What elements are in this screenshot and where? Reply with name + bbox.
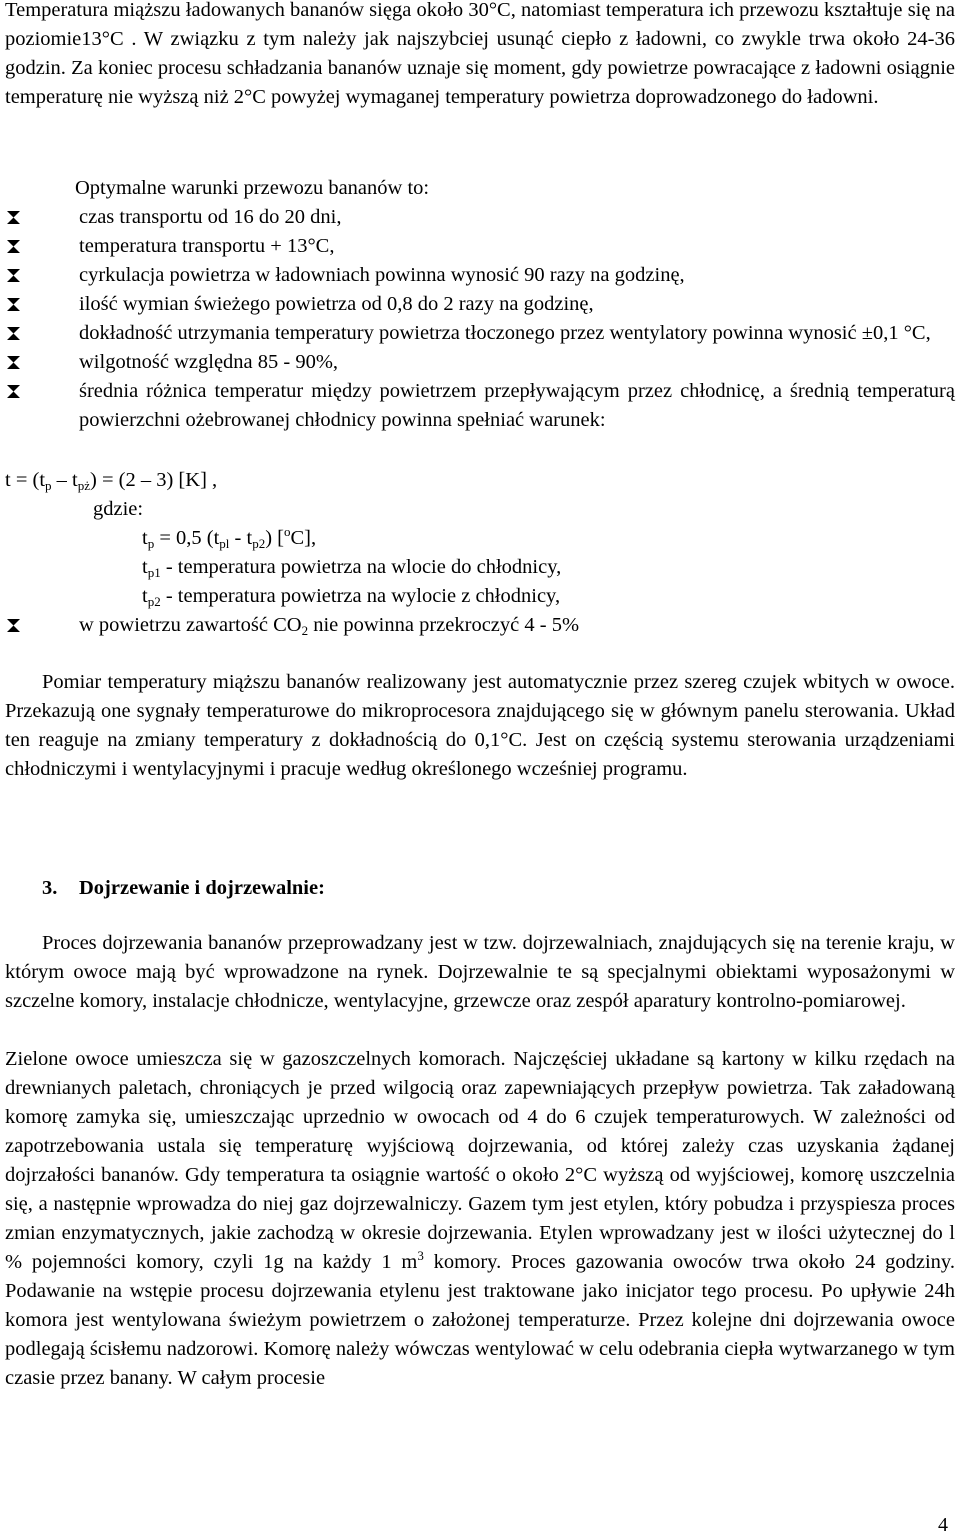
paragraph-cooling: Temperatura miąższu ładowanych bananów sięga około 30°C, natomiast temperatura ich przewozu kształtuje się na poziomie13°C . W związku z tym należy jak najszybciej usunąć ciepło z ładowni, co zwykle trwa około 24-36 godzin. Za koniec procesu schładzania bananów uznaje się moment, gdy powietrze powracające z ładowni osiągnie temperaturę nie wyższą niż 2°C powyżej wymaganej temperatury powietrza doprowadzonego do ładowni. <box>5 0 955 108</box>
condition-text: temperatura transportu + 13°C, <box>79 235 335 257</box>
list-item <box>5 319 955 348</box>
definition-tp1: $t_{p1}$ - temperatura powietrza na wlocie do chłodnicy, <box>142 556 562 580</box>
bullet-icon <box>7 385 20 398</box>
where-label: gdzie: <box>93 498 144 520</box>
paragraph-ripening-rooms: Proces dojrzewania bananów przeprowadzany jest w tzw. dojrzewalniach, znajdujących się na terenie kraju, w którym owoce mają być wprowadzone na rynek. Dojrzewalnie te są specjalnymi obiektami wyposażonymi w szczelne komory, instalacje chłodnicze, wentylacyjne, grzewcze oraz zespół aparatury kontrolno-pomiarowej. <box>5 932 955 1012</box>
bullet-icon <box>7 298 20 311</box>
bullet-icon <box>7 211 20 224</box>
bullet-icon <box>7 327 20 340</box>
conditions-list-continued <box>5 611 955 640</box>
bullet-icon <box>7 356 20 369</box>
condition-text: cyrkulacja powietrza w ładowniach powinna wynosić 90 razy na godzinę, <box>79 264 685 286</box>
section-number: 3. <box>42 877 58 899</box>
list-item <box>5 232 955 261</box>
condition-text: wilgotność względna 85 - 90%, <box>79 351 339 373</box>
paragraph-measurement: Pomiar temperatury miąższu bananów realizowany jest automatycznie przez szereg czujek wbitych w owoce. Przekazują one sygnały temperaturowe do mikroprocesora znajdującego się w głównym panelu sterowania. Układ ten reaguje na zmiany temperatury z dokładnością do 0,1°C. Jest on częścią systemu sterowania urządzeniami chłodniczymi i wentylacyjnymi i pracuje według określonego wcześniej programu. <box>5 671 955 780</box>
bullet-icon <box>7 269 20 282</box>
definition-tp2: $t_{p2}$ - temperatura powietrza na wylocie z chłodnicy, <box>142 585 561 609</box>
condition-text: czas transportu od 16 do 20 dni, <box>79 206 342 228</box>
list-item: w powietrzu zawartość $CO_2$ nie powinna przekroczyć 4 - 5% <box>5 611 955 640</box>
list-item <box>5 377 955 435</box>
list-item <box>5 203 955 232</box>
bullet-icon <box>7 240 20 253</box>
list-item <box>5 261 955 290</box>
conditions-intro: Optymalne warunki przewozu bananów to: <box>75 177 430 199</box>
conditions-list <box>5 203 955 435</box>
bullet-icon <box>7 619 20 632</box>
page-number: 4 <box>938 1514 948 1536</box>
list-item <box>5 348 955 377</box>
condition-text: dokładność utrzymania temperatury powietrza tłoczonego przez wentylatory powinna wynosić ±0,1 °C, <box>79 322 931 344</box>
definition-tp: $t_p = 0,5$ $(t_{pl} - t_{p2})$ [$^o$C], <box>142 524 317 551</box>
condition-text: średnia różnica temperatur między powietrzem przepływającym przez chłodnicę, a średnią temperaturą powierzchni ożebrowanej chłodnicy powinna spełniać warunek: <box>79 380 955 431</box>
condition-text: ilość wymian świeżego powietrza od 0,8 do 2 razy na godzinę, <box>79 293 594 315</box>
section-heading <box>42 874 325 903</box>
paragraph-ripening-process: Zielone owoce umieszcza się w gazoszczelnych komorach. Najczęściej układane są kartony w kilku rzędach na drewnianych paletach, chroniących je przed wilgocią oraz zapewniających przepływ powietrza. Tak załadowaną komorę zamyka się, umieszczając uprzednio w owocach od 4 do 6 czujek temperaturowych. W zależności od zapotrzebowania ustala się temperaturę wyjściową dojrzewania, od której zależy czas uzyskania żądanej dojrzałości bananów. Gdy temperatura ta osiągnie wartość o około 2°C wyższą od wyjściowej, komorę uszczelnia się, a następnie wprowadza do niej gaz dojrzewalniczy. Gazem tym jest etylen, który pobudza i przyspiesza proces zmian enzymatycznych, jakie zachodzą w okresie dojrzewania. Etylen wprowadzany jest w ilości użytecznej do l % pojemności komory, czyli 1g na każdy 1 $m^3$ komory. Proces gazowania owoców trwa około 24 godziny. Podawanie na wstępie procesu dojrzewania etylenu jest traktowane jako inicjator tego procesu. Po upływie 24h komora jest wentylowana świeżym powietrzem o założonej temperaturze. Przez kolejne dni dojrzewania owoce podlegają ścisłemu nadzorowi. Komorę należy wówczas wentylować w celu odebrania ciepła wytwarzanego w tym czasie przez banany. W całym procesie <box>5 1048 955 1389</box>
section-title: Dojrzewanie i dojrzewalnie: <box>79 877 325 899</box>
temperature-difference-formula: $t = (t_p - t_{pż}) = (2 - 3)$ [K] , <box>5 469 218 493</box>
list-item <box>5 290 955 319</box>
